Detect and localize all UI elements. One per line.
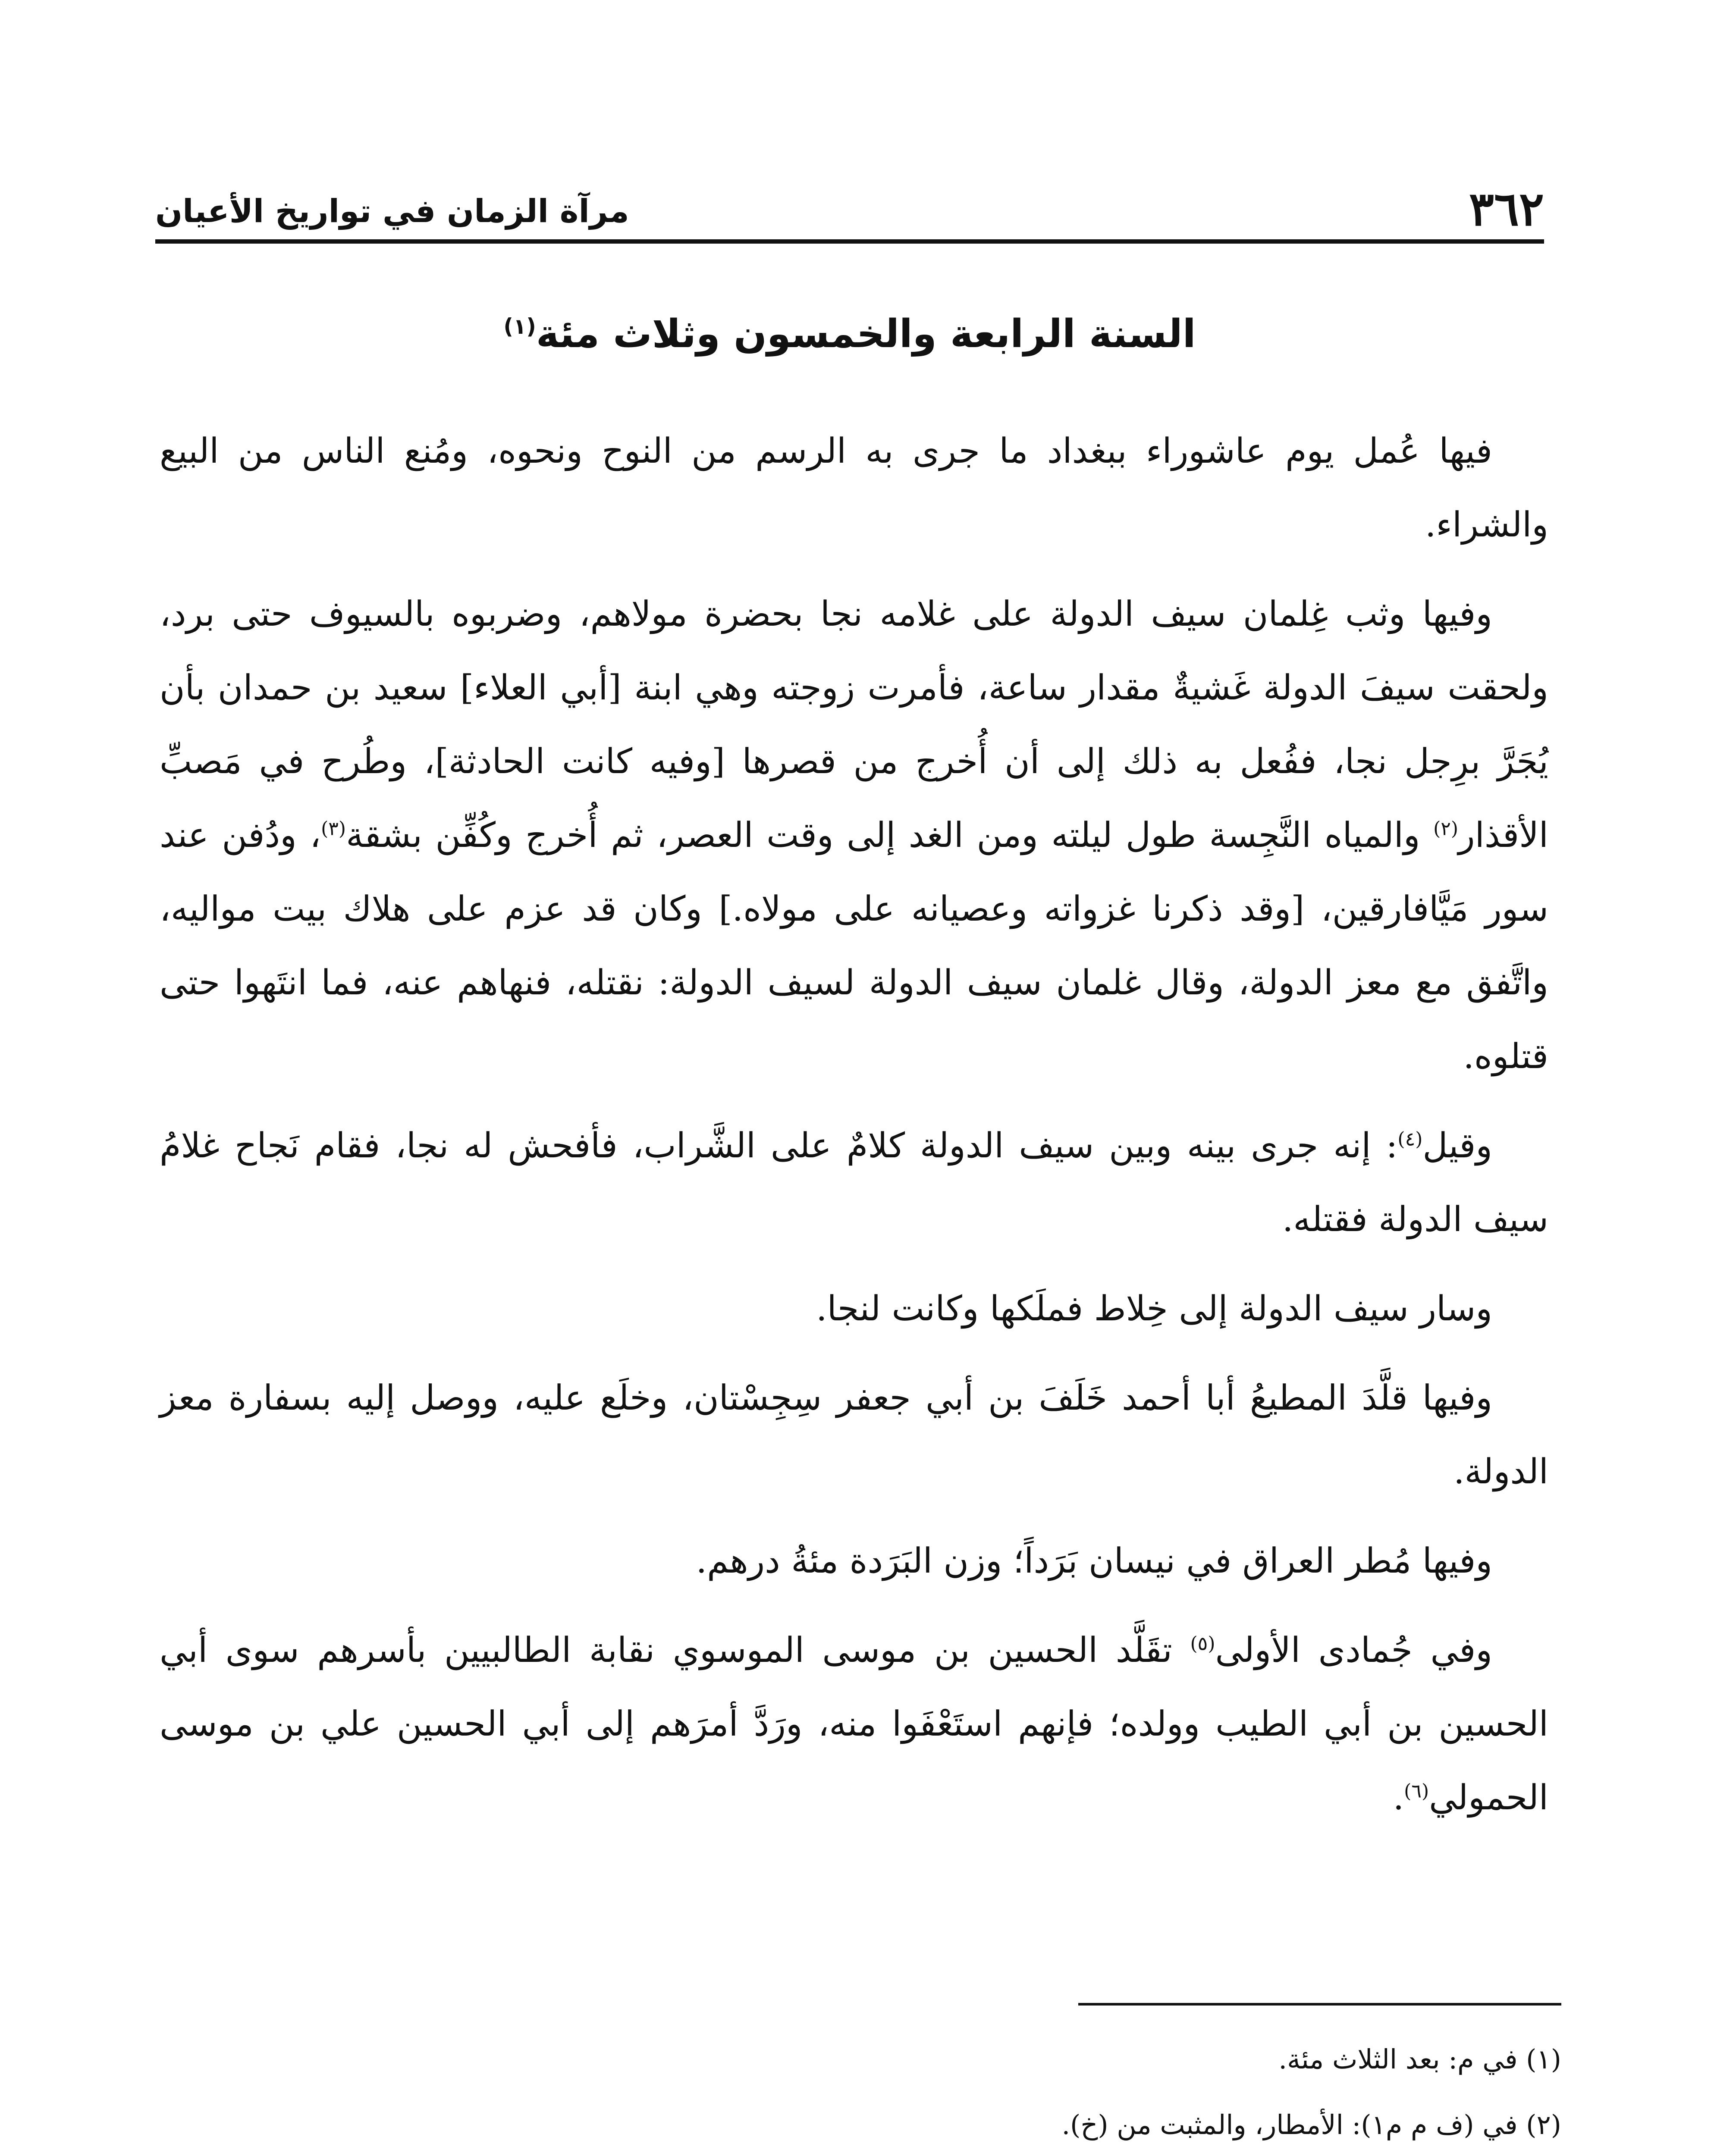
footnote-ref-4: (٤) <box>1397 1128 1423 1150</box>
footnote-ref-5: (٥) <box>1190 1633 1215 1655</box>
chapter-title-text: السنة الرابعة والخمسون وثلاث مئة <box>536 311 1196 357</box>
paragraph-3-part-2: : إنه جرى بينه وبين سيف الدولة كلامٌ على الشَّراب، فأفحش له نجا، فقام نَجاح غلامُ سيف الدولة فقتله. <box>160 1125 1548 1239</box>
paragraph-2-part-3: ، ودُفن عند سور مَيَّافارقين، [وقد ذكرنا غزواته وعصيانه على مولاه.] وكان قد عزم على هلاك بيت مواليه، واتَّفق مع معز الدولة، وقال غلمان سيف الدولة لسيف الدولة: نقتله، فنهاهم عنه، فما انتَهوا حتى قتلوه. <box>160 815 1548 1076</box>
footnote-ref-6: (٦) <box>1404 1780 1429 1802</box>
footnote-2: (٢) في (ف م م١): الأمطار، والمثبت من (خ). <box>1061 2109 1561 2140</box>
footnote-1: (١) في م: بعد الثلاث مئة. <box>1278 2043 1561 2075</box>
paragraph-4: وسار سيف الدولة إلى خِلاط فملَكها وكانت لنجا. <box>816 1288 1492 1329</box>
footnote-ref-2: (٢) <box>1433 818 1459 840</box>
paragraph-3-part-1: وقيل <box>1422 1125 1492 1166</box>
paragraph-7-part-2: تقَلَّد الحسين بن موسى الموسوي نقابة الطالبيين بأسرهم سوى أبي الحسين بن أبي الطيب وولده؛ فإنهم استَعْفَوا منه، ورَدَّ أمرَهم إلى أبي الحسين علي بن موسى الحمولي <box>160 1630 1549 1818</box>
paragraph-7-part-1: وفي جُمادى الأولى <box>1215 1630 1492 1670</box>
paragraph-1: فيها عُمل يوم عاشوراء ببغداد ما جرى به الرسم من النوح ونحوه، ومُنع الناس من البيع والشراء. <box>160 431 1548 545</box>
footnote-ref-3: (٣) <box>321 818 346 840</box>
header-rule <box>155 239 1544 244</box>
footnote-ref-1: (١) <box>503 314 536 339</box>
paragraph-2-part-2: والمياه النَّجِسة طول ليلته ومن الغد إلى وقت العصر، ثم أُخرج وكُفِّن بشقة <box>346 815 1434 855</box>
paragraph-6: وفيها مُطر العراق في نيسان بَرَداً؛ وزن البَرَدة مئةُ درهم. <box>696 1541 1492 1581</box>
chapter-title <box>155 302 1544 367</box>
body-text <box>160 414 1548 1850</box>
paragraph-2 <box>160 577 1548 1093</box>
page-header <box>155 164 1544 246</box>
footnotes <box>160 2027 1570 2156</box>
paragraph-2-part-1: وفيها وثب غِلمان سيف الدولة على غلامه نجا بحضرة مولاهم، وضربوه بالسيوف حتى برد، ولحقت سيفَ الدولة غَشيةٌ مقدار ساعة، فأمرت زوجته وهي ابنة [أبي العلاء] سعيد بن حمدان بأن يُجَرَّ برِجل نجا، ففُعل به ذلك إلى أن أُخرج من قصرها [وفيه كانت الحادثة]، وطُرح في مَصبِّ الأقذار <box>160 594 1549 855</box>
paragraph-7-part-3: . <box>1393 1777 1404 1818</box>
paragraph-7 <box>160 1613 1548 1834</box>
running-title: مرآة الزمان في تواريخ الأعيان <box>155 193 629 230</box>
footnote-separator <box>1078 2003 1561 2006</box>
page-number: ٣٦٢ <box>1469 182 1544 236</box>
paragraph-3 <box>160 1109 1548 1256</box>
paragraph-5: وفيها قلَّدَ المطيعُ أبا أحمد خَلَفَ بن أبي جعفر سِجِسْتان، وخلَع عليه، ووصل إليه بسفارة معز الدولة. <box>160 1378 1548 1492</box>
